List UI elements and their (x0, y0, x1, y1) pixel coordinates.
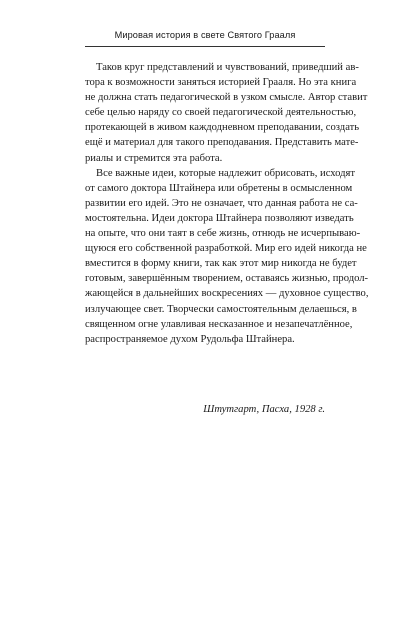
text-line: не должна стать педагогической в узком смысле. Автор ставит (85, 92, 368, 104)
text-line: от самого доктора Штайнера или обретены в осмысленном (85, 182, 353, 194)
text-line: распространяемое духом Рудольфа Штайнера. (85, 333, 295, 345)
text-line: тора к возможности заняться историей Грааля. Но эта книга (85, 77, 357, 89)
signature-dateline: Штутгарт, Пасха, 1928 г. (203, 404, 325, 415)
header-rule (85, 46, 325, 47)
text-line: излучающее свет. Творчески самостоятельным делаешься, в (85, 303, 357, 315)
text-line: вместится в форму книги, так как этот мир никогда не будет (85, 258, 357, 270)
text-line: себе целью наряду со своей педагогической деятельностью, (85, 107, 357, 119)
text-line: священном огне улавливая несказанное и незапечатлённое, (85, 318, 353, 330)
text-line: на опыте, что они таят в себе жизнь, отнюдь не исчерпываю- (85, 228, 361, 240)
text-line: жающейся в дальнейших воскресениях — духовное существо, (85, 288, 369, 300)
body-text (85, 60, 369, 347)
paragraph-2 (85, 166, 369, 347)
text-line: Таков круг представлений и чувствований, приведший ав- (96, 62, 359, 73)
text-line: риалы и стремится эта работа. (85, 152, 223, 164)
text-line: мостоятельна. Идеи доктора Штайнера позволяют изведать (85, 212, 354, 224)
text-line: ещё и материал для такого преподавания. Представить мате- (85, 137, 359, 149)
running-head: Мировая история в свете Святого Грааля (114, 30, 296, 40)
text-line: щуюся его собственной разработкой. Мир его идей никогда не (85, 243, 367, 255)
text-line: протекающей в живом каждодневном преподавании, создать (85, 122, 360, 134)
text-line: Все важные идеи, которые надлежит обрисовать, исходят (96, 167, 356, 179)
text-line: готовым, завершённым творением, оставаясь жизнью, продол- (85, 273, 369, 285)
paragraph-1 (85, 60, 368, 166)
text-line: развитии его идей. Это не означает, что данная работа не са- (85, 197, 358, 209)
